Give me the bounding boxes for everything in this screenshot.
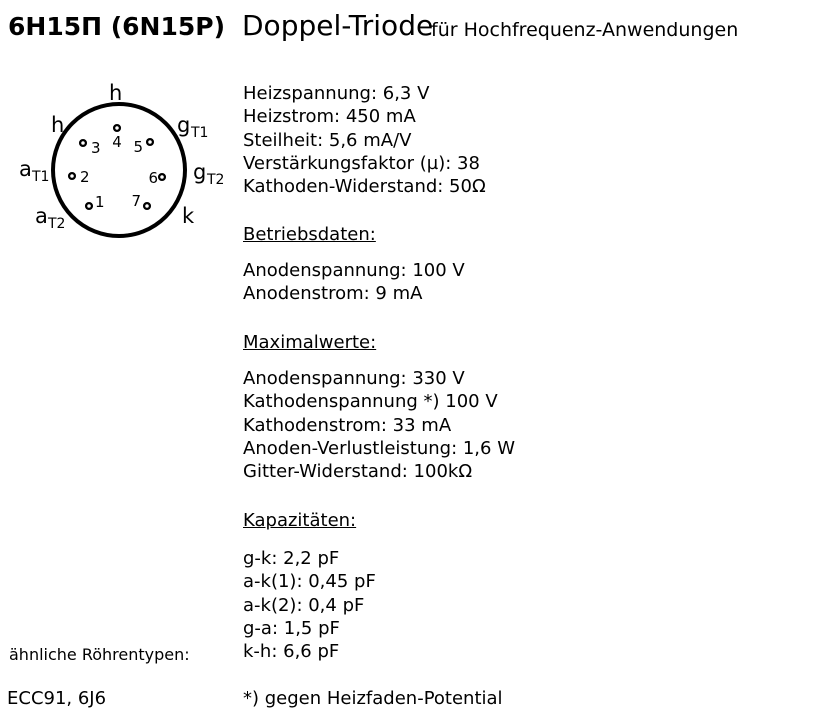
pin-hole-5 bbox=[147, 139, 153, 145]
section-heading-maximalwerte: Maximalwerte: bbox=[243, 331, 377, 353]
general-specs-block bbox=[243, 82, 813, 199]
pin-hole-2 bbox=[69, 173, 75, 179]
section-heading-kapazitaeten: Kapazitäten: bbox=[243, 509, 357, 531]
footnote: *) gegen Heizfaden-Potential bbox=[243, 687, 503, 709]
spec-line: Anodenstrom: 9 mA bbox=[243, 283, 423, 305]
tube-outline-circle bbox=[53, 104, 185, 236]
pin-label-g-t1: g bbox=[177, 113, 191, 137]
similar-types-value: ECC91, 6J6 bbox=[7, 688, 107, 709]
pin-label-a-t1-sub: T1 bbox=[32, 169, 50, 185]
pin-number-7: 7 bbox=[131, 192, 141, 210]
pin-label-a-t1: a bbox=[19, 157, 32, 181]
similar-types-label: ähnliche Röhrentypen: bbox=[9, 645, 190, 664]
pin-number-2: 2 bbox=[80, 168, 90, 186]
spec-line: Kathoden-Widerstand: 50Ω bbox=[243, 176, 486, 198]
kapazitaeten-block bbox=[243, 547, 813, 664]
pin-hole-4 bbox=[114, 125, 120, 131]
spec-line: a-k(1): 0,45 pF bbox=[243, 571, 376, 593]
product-subtitle: für Hochfrequenz-Anwendungen bbox=[431, 19, 739, 41]
spec-line: Anodenspannung: 330 V bbox=[243, 367, 465, 389]
spec-line: Heizspannung: 6,3 V bbox=[243, 83, 430, 104]
spec-line: Gitter-Widerstand: 100kΩ bbox=[243, 461, 473, 483]
pin-label-g-t2: g bbox=[193, 160, 207, 184]
pin-label-a-t2-sub: T2 bbox=[48, 216, 66, 232]
spec-line: Verstärkungsfaktor (µ): 38 bbox=[243, 152, 480, 174]
pin-label-h-top: h bbox=[109, 81, 123, 105]
tube-name-title: 6Н15П (6N15P) bbox=[8, 12, 226, 41]
spec-line: Kathodenstrom: 33 mA bbox=[243, 414, 452, 436]
pin-diagram bbox=[0, 75, 235, 255]
pin-hole-3 bbox=[80, 140, 86, 146]
pin-hole-1 bbox=[86, 203, 92, 209]
betriebsdaten-block bbox=[243, 259, 813, 306]
pin-number-4: 4 bbox=[112, 133, 122, 151]
pin-hole-6 bbox=[159, 174, 165, 180]
spec-line: g-k: 2,2 pF bbox=[243, 547, 340, 569]
pin-number-3: 3 bbox=[91, 139, 101, 157]
product-type-title: Doppel-Triode bbox=[242, 9, 434, 42]
pin-number-5: 5 bbox=[133, 138, 143, 156]
pin-number-6: 6 bbox=[148, 169, 158, 187]
spec-line: a-k(2): 0,4 pF bbox=[243, 594, 365, 616]
spec-line: Kathodenspannung *) 100 V bbox=[243, 391, 498, 413]
specs-column bbox=[243, 82, 813, 710]
pin-label-a-t2: a bbox=[35, 204, 48, 228]
maximalwerte-block bbox=[243, 367, 813, 484]
spec-line: Steilheit: 5,6 mA/V bbox=[243, 129, 412, 151]
pin-label-k: k bbox=[182, 204, 195, 228]
spec-line: Anoden-Verlustleistung: 1,6 W bbox=[243, 437, 516, 459]
pin-label-h-left: h bbox=[51, 113, 65, 137]
spec-line: Anodenspannung: 100 V bbox=[243, 259, 465, 281]
spec-line: Heizstrom: 450 mA bbox=[243, 106, 416, 128]
spec-line: k-h: 6,6 pF bbox=[243, 641, 340, 663]
pin-number-1: 1 bbox=[95, 193, 105, 211]
pin-hole-7 bbox=[144, 203, 150, 209]
section-heading-betriebsdaten: Betriebsdaten: bbox=[243, 223, 376, 245]
spec-line: g-a: 1,5 pF bbox=[243, 617, 340, 639]
pin-label-g-t1-sub: T1 bbox=[191, 125, 209, 141]
pin-label-g-t2-sub: T2 bbox=[207, 172, 225, 188]
